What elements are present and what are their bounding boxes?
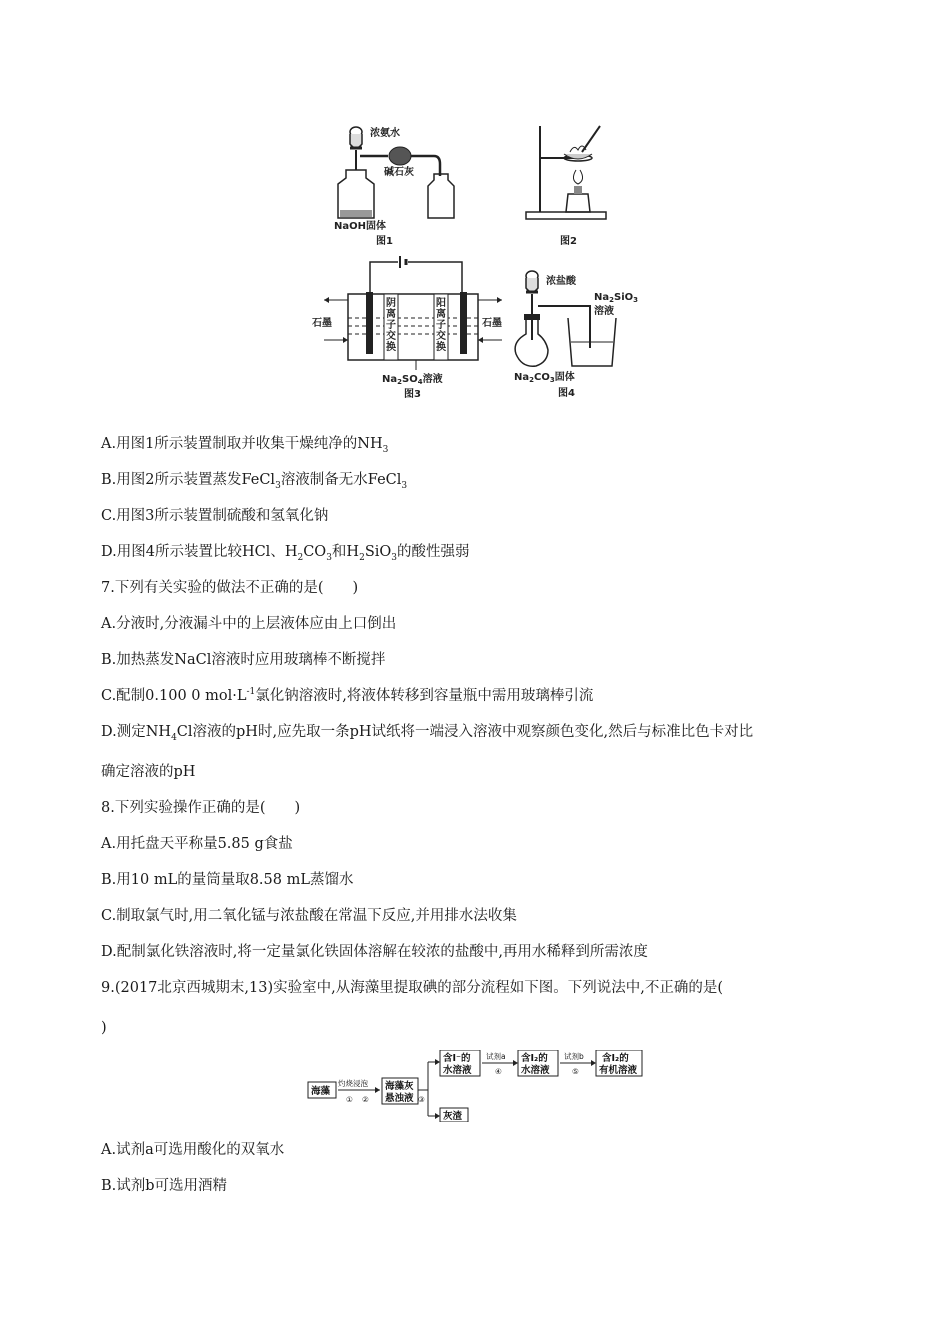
- svg-text:交: 交: [386, 331, 396, 342]
- fig4-label-solid: $Na_2CO_3$固体: [514, 372, 575, 384]
- flow-step-12: 灼烧浸泡: [338, 1079, 368, 1088]
- q7-stem: 7.下列有关实验的做法不正确的是( ): [101, 580, 359, 596]
- q8-option-a: A.用托盘天平称量5.85 g食盐: [101, 836, 293, 852]
- q9-option-a: A.试剂a可选用酸化的双氧水: [101, 1142, 285, 1158]
- flow-step-4: 试剂a: [486, 1052, 506, 1061]
- figure-4: [512, 262, 642, 402]
- flow-num-3: ③: [418, 1095, 425, 1104]
- svg-text:子: 子: [386, 320, 396, 331]
- fig1-caption: 图1: [376, 236, 393, 247]
- flow-num-2: ②: [362, 1095, 369, 1104]
- svg-text:阳: 阳: [436, 298, 446, 309]
- flow-box-iodine-aq-a: 含I₂的: [521, 1053, 548, 1064]
- svg-text:离: 离: [386, 309, 396, 320]
- q8-stem: 8.下列实验操作正确的是( ): [101, 800, 301, 816]
- fig4-label-silicate: $Na_2SiO_3$: [594, 292, 639, 304]
- q7-option-b: B.加热蒸发NaCl溶液时应用玻璃棒不断搅拌: [101, 652, 386, 668]
- svg-text:换: 换: [386, 342, 396, 353]
- q7-option-d: D.测定$NH_4Cl$溶液的pH时,应先取一条pH试纸将一端浸入溶液中观察颜色变化,然后与标准比色卡对比: [101, 724, 754, 743]
- fig1-label-sodalime: 碱石灰: [384, 167, 414, 178]
- q9-flow-diagram: [306, 1050, 646, 1122]
- flow-box-iodine-aq-b: 水溶液: [521, 1065, 550, 1076]
- flow-num-5: ⑤: [572, 1067, 579, 1076]
- fig3-label-solution: $Na_2SO_4$溶液: [382, 374, 443, 386]
- figure-2: [520, 118, 620, 248]
- flow-box-iodine-org-b: 有机溶液: [599, 1065, 638, 1076]
- svg-text:阴: 阴: [386, 298, 396, 309]
- q8-option-d: D.配制氯化铁溶液时,将一定量氯化铁固体溶解在较浓的盐酸中,再用水稀释到所需浓度: [101, 944, 648, 960]
- flow-box-ash-b: 悬浊液: [385, 1093, 414, 1104]
- fig3-caption: 图3: [404, 389, 421, 400]
- svg-text:子: 子: [436, 320, 446, 331]
- flow-num-1: ①: [346, 1095, 353, 1104]
- fig3-label-left: 石墨: [312, 318, 332, 329]
- figure-3: [310, 252, 510, 402]
- flow-box-residue: 灰渣: [443, 1111, 463, 1122]
- q6-option-d: D.用图4所示装置比较HCl、$H_2CO_3$和$H_2SiO_3$的酸性强弱: [101, 544, 470, 563]
- fig4-label-solution: 溶液: [594, 306, 614, 317]
- flow-num-4: ④: [495, 1067, 502, 1076]
- q9-option-b: B.试剂b可选用酒精: [101, 1178, 228, 1194]
- q9-stem-continued: ): [101, 1020, 107, 1036]
- svg-text:换: 换: [436, 342, 446, 353]
- fig4-caption: 图4: [558, 388, 575, 399]
- flow-box-iodide-b: 水溶液: [443, 1065, 472, 1076]
- q6-option-a: A.用图1所示装置制取并收集干燥纯净的$NH_3$: [101, 436, 389, 455]
- fig4-label-acid: 浓盐酸: [546, 276, 576, 287]
- fig1-label-ammonia: 浓氨水: [370, 128, 400, 139]
- flow-step-5: 试剂b: [564, 1052, 584, 1061]
- q8-option-b: B.用10 mL的量筒量取8.58 mL蒸馏水: [101, 872, 354, 888]
- q6-option-b: B.用图2所示装置蒸发FeCl$_3$溶液制备无水FeCl$_3$: [101, 472, 408, 491]
- svg-text:交: 交: [436, 331, 446, 342]
- flow-box-ash-a: 海藻灰: [385, 1081, 414, 1092]
- svg-text:离: 离: [436, 309, 446, 320]
- fig2-caption: 图2: [560, 236, 577, 247]
- flow-box-seaweed: 海藻: [311, 1086, 331, 1097]
- q7-option-a: A.分液时,分液漏斗中的上层液体应由上口倒出: [101, 616, 397, 632]
- q7-option-c: C.配制0.100 0 $mol\cdot L^{-1}$氯化钠溶液时,将液体转移到容量瓶中需用玻璃棒引流: [101, 687, 594, 704]
- q8-option-c: C.制取氯气时,用二氧化锰与浓盐酸在常温下反应,并用排水法收集: [101, 908, 517, 924]
- figure-1: [330, 118, 480, 248]
- fig1-label-naoh: NaOH固体: [334, 221, 386, 232]
- flow-box-iodide-a: 含I⁻的: [443, 1053, 471, 1064]
- q6-option-c: C.用图3所示装置制硫酸和氢氧化钠: [101, 508, 329, 524]
- flow-box-iodine-org-a: 含I₂的: [602, 1053, 629, 1064]
- q9-stem: 9.(2017北京西城期末,13)实验室中,从海藻里提取碘的部分流程如下图。下列说法中,不正确的是(: [101, 980, 723, 996]
- q7-option-d-continued: 确定溶液的pH: [101, 764, 196, 780]
- fig3-label-right: 石墨: [482, 318, 502, 329]
